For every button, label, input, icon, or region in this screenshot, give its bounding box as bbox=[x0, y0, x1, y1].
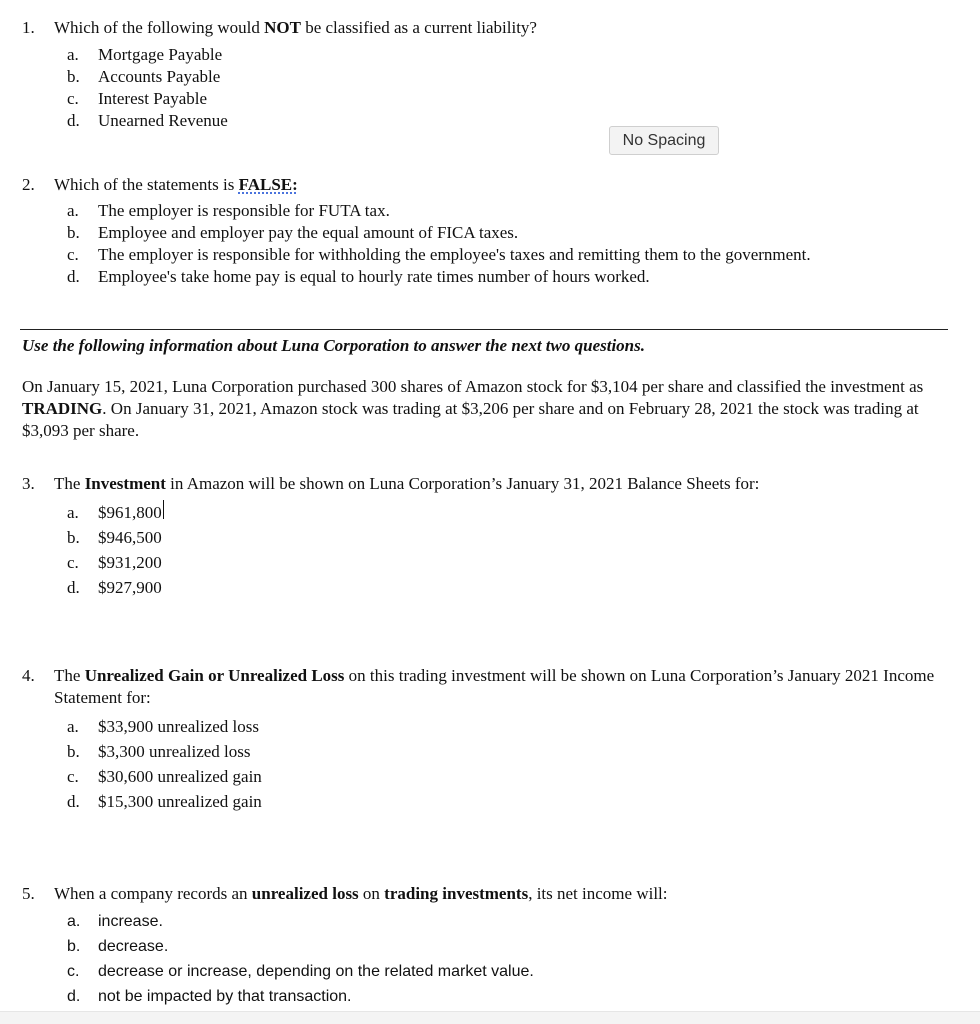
section-divider bbox=[20, 329, 948, 330]
question-3 bbox=[22, 473, 960, 600]
answer-option[interactable]: b. Employee and employer pay the equal amount of FICA taxes. bbox=[67, 223, 519, 242]
answer-option[interactable]: a. $961,800 bbox=[67, 500, 960, 525]
answer-option[interactable]: d. Unearned Revenue bbox=[67, 111, 228, 130]
answer-option[interactable]: b. $3,300 unrealized loss bbox=[67, 742, 251, 761]
answer-option[interactable]: c. $30,600 unrealized gain bbox=[67, 767, 262, 786]
question-4 bbox=[22, 665, 960, 814]
question-text: The Investment in Amazon will be shown on Luna Corporation’s January 31, 2021 Balance Sheets for: bbox=[54, 474, 760, 493]
question-number: 4. bbox=[22, 666, 35, 685]
answer-option[interactable]: d. not be impacted by that transaction. bbox=[67, 988, 352, 1005]
question-text: When a company records an unrealized loss on trading investments, its net income will: bbox=[54, 884, 668, 903]
question-text: Which of the statements is FALSE: bbox=[54, 175, 298, 194]
answer-option[interactable]: c. decrease or increase, depending on the related market value. bbox=[67, 963, 534, 980]
info-paragraph: On January 15, 2021, Luna Corporation purchased 300 shares of Amazon stock for $3,104 per share and classified the investment as TRADING. On January 31, 2021, Amazon stock was trading at $3,206 per share and on February 28, 2021 the stock was trading at $3,093 per share. bbox=[22, 377, 924, 440]
paragraph-style-popup[interactable]: No Spacing bbox=[609, 126, 719, 155]
answer-option[interactable]: d. Employee's take home pay is equal to hourly rate times number of hours worked. bbox=[67, 267, 650, 286]
answer-option[interactable]: a. The employer is responsible for FUTA tax. bbox=[67, 201, 390, 220]
answer-option[interactable]: c. The employer is responsible for withholding the employee's taxes and remitting them to the government. bbox=[67, 245, 811, 264]
answer-option[interactable]: d. $15,300 unrealized gain bbox=[67, 792, 262, 811]
answer-option[interactable]: a. $33,900 unrealized loss bbox=[67, 717, 259, 736]
info-heading: Use the following information about Luna Corporation to answer the next two questions. bbox=[22, 336, 645, 355]
text-cursor bbox=[163, 500, 164, 519]
question-text: Which of the following would NOT be classified as a current liability? bbox=[54, 18, 537, 37]
question-2 bbox=[22, 174, 960, 288]
answer-option[interactable]: b. Accounts Payable bbox=[67, 67, 221, 86]
answer-option[interactable]: b. decrease. bbox=[67, 938, 169, 955]
answer-option[interactable]: c. Interest Payable bbox=[67, 89, 208, 108]
answer-option[interactable]: d. $927,900 bbox=[67, 578, 162, 597]
false-keyword: FALSE: bbox=[238, 175, 298, 194]
answer-option[interactable]: b. $946,500 bbox=[67, 528, 162, 547]
answer-option[interactable]: c. $931,200 bbox=[67, 553, 162, 572]
answer-option[interactable]: a. Mortgage Payable bbox=[67, 45, 223, 64]
answer-option[interactable]: a. increase. bbox=[67, 913, 163, 930]
question-number: 2. bbox=[22, 175, 35, 194]
question-text: The Unrealized Gain or Unrealized Loss on this trading investment will be shown on Luna Corporation’s January 2021 Income Statement for: bbox=[54, 666, 935, 707]
question-number: 3. bbox=[22, 474, 35, 493]
question-5 bbox=[22, 883, 960, 1009]
question-number: 1. bbox=[22, 18, 35, 37]
bottom-status-bar bbox=[0, 1011, 980, 1024]
question-1 bbox=[22, 17, 960, 132]
question-number: 5. bbox=[22, 884, 35, 903]
